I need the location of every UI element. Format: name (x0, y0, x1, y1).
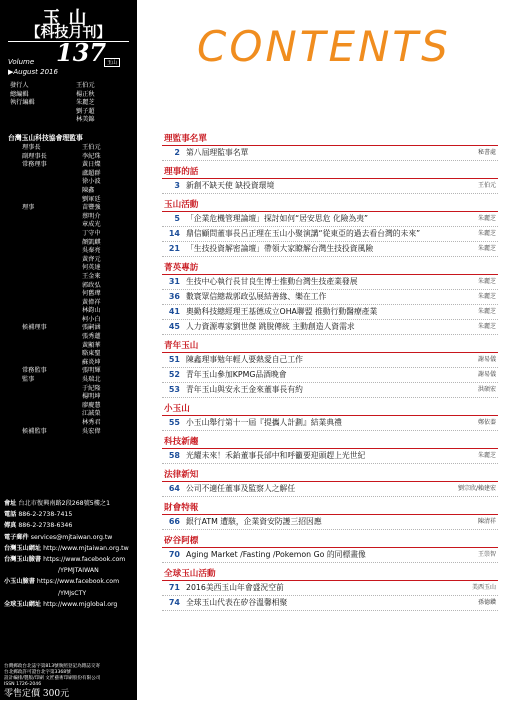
credit-name: 楊正秋 (76, 90, 95, 98)
entry-page-number: 2 (174, 148, 180, 157)
board-name: 吳瑞北 (82, 376, 101, 384)
board-role: 副理事長 (22, 152, 47, 160)
credit-row (0, 82, 137, 91)
toc-entry[interactable] (162, 449, 498, 464)
contents-heading: CONTENTS (197, 22, 451, 71)
toc-section (162, 199, 498, 257)
entry-title: 第八屆理監事名單 (186, 148, 249, 157)
board-name: 李紀珠 (82, 152, 101, 160)
masthead-sidebar (0, 0, 137, 711)
price-row (4, 688, 75, 700)
entry-page-number: 53 (168, 385, 180, 394)
entry-page-number: 31 (168, 277, 180, 286)
entry-author: 朱麗芝 (477, 278, 496, 285)
board-name: 何舊瑋 (82, 290, 101, 298)
board-name: 黃偉祥 (82, 298, 101, 306)
board-member-row (0, 307, 137, 316)
fine-print-line: 台北郵政許可證台北字第3368號 (4, 670, 71, 675)
board-member-row (0, 178, 137, 187)
entry-author: 朱麗芝 (477, 230, 496, 237)
board-name: 吳宏偉 (82, 427, 101, 435)
issue-number: 137 (56, 38, 107, 67)
board-member-row (0, 428, 137, 437)
board-name: 林秀君 (82, 419, 101, 426)
entry-page-number: 51 (168, 355, 180, 364)
toc-entry[interactable] (162, 368, 498, 383)
board-member-row (0, 419, 137, 428)
board-name: 黃顯華 (82, 341, 101, 349)
entry-title: 奧勤科技總經理王基德成立OHA聯盟 推動行動醫療產業 (186, 307, 378, 316)
entry-page-number: 36 (168, 292, 180, 301)
email-link[interactable]: services@mjtaiwan.org.tw (30, 533, 113, 541)
fine-print-line: 設計編排/製版/印刷 文匠藝術印刷股份有限公司 (4, 676, 101, 681)
entry-title: 陳鑫理事勉年輕人要熱愛自己工作 (186, 355, 303, 364)
board-member-row (0, 299, 137, 308)
board-member-row (0, 230, 137, 239)
entry-title: 生技中心執行長甘良生博士推動台灣生技產業發展 (186, 277, 358, 286)
entry-title: 新創不缺天使 缺投資環境 (186, 181, 275, 190)
entry-author: 謝易儀 (477, 371, 496, 378)
entry-author: 鄭依蓁 (477, 419, 496, 426)
toc-section (162, 535, 498, 563)
entry-author: 朱麗芝 (477, 452, 496, 459)
toc-entry[interactable] (162, 581, 498, 596)
toc-section (162, 133, 498, 161)
entry-title: Aging Market /Fasting /Pokemon Go 的同標畫像 (186, 550, 366, 559)
credit-name: 王伯元 (76, 82, 95, 89)
board-name: 吳秦亮 (82, 247, 101, 255)
entry-title: 鼎信顧問董事長呂正理在玉山小聚演講“從東亞的過去看台灣的未來” (186, 229, 421, 238)
entry-title: 數寰眾信總裁郭政弘展結善緣、樂在工作 (186, 292, 327, 301)
credit-name: 劉子超 (76, 107, 95, 115)
entry-author: 秘書處 (477, 149, 496, 156)
board-name: 黃齊元 (82, 255, 101, 263)
board-member-row (0, 264, 137, 273)
entry-page-number: 41 (168, 307, 180, 316)
board-member-row (0, 376, 137, 385)
board-name: 張秀蓮 (82, 333, 101, 341)
board-member-row (0, 170, 137, 179)
entry-author: 朱麗芝 (477, 245, 496, 252)
entry-title: 青年玉山參加KPMG品酒晚會 (186, 370, 287, 379)
website-link[interactable]: http://www.mjtaiwan.org.tw (43, 544, 129, 552)
board-role: 常務監事 (22, 367, 47, 375)
phone-row: 電話 886-2-2738-7415 (4, 511, 73, 519)
board-name: 丁守中 (82, 229, 101, 237)
toc-entry[interactable] (162, 275, 498, 290)
entry-page-number: 70 (168, 550, 180, 559)
board-member-row (0, 213, 137, 222)
credit-name: 林美錦 (76, 116, 95, 124)
contact-info (4, 498, 136, 610)
board-member-row (0, 187, 137, 196)
small-facebook-row: 小玉山臉書 https://www.facebook.com (4, 578, 120, 586)
toc-section (162, 340, 498, 398)
board-name: 楊明坤 (82, 393, 101, 401)
toc-entry[interactable] (162, 320, 498, 335)
credit-row (0, 99, 137, 108)
board-member-row (0, 196, 137, 205)
toc-entry[interactable] (162, 353, 498, 368)
small-facebook-link[interactable]: https://www.facebook.com (36, 578, 120, 586)
board-name: 顏凱麒 (82, 238, 101, 246)
entry-page-number: 14 (168, 229, 180, 238)
section-title: 菁英專訪 (162, 262, 498, 275)
price-label: 零售定價 (4, 689, 41, 699)
entry-title: 2016美西玉山年會盛況空前 (186, 583, 284, 592)
toc-entry[interactable] (162, 482, 498, 497)
board-name: 何英達 (82, 264, 101, 272)
entry-author: 朱麗芝 (477, 293, 496, 300)
global-site-row: 全球玉山網址 http://www.mjglobal.org (4, 600, 118, 608)
yushan-logo: 玉山 (104, 58, 120, 67)
entry-page-number: 3 (174, 181, 180, 190)
toc-entry[interactable] (162, 596, 498, 611)
small-facebook-path: /YMJsCTY (58, 589, 87, 597)
entry-author: 洪碩宏 (477, 386, 496, 393)
toc-entry[interactable] (162, 290, 498, 305)
entry-page-number: 52 (168, 370, 180, 379)
toc-entry[interactable] (162, 179, 498, 194)
entry-page-number: 21 (168, 244, 180, 253)
board-member-row (0, 333, 137, 342)
board-name: 蘇炎坤 (82, 358, 101, 366)
board-name: 林鈞山 (82, 307, 101, 315)
entry-page-number: 64 (168, 484, 180, 493)
editorial-credits (0, 82, 137, 125)
board-name: 駱東聖 (82, 350, 101, 358)
publication-fine-print (4, 664, 136, 688)
board-member-row (0, 402, 137, 411)
global-site-link[interactable]: http://www.mjglobal.org (43, 600, 118, 608)
board-member-row (0, 221, 137, 230)
board-name: 張明輝 (82, 367, 101, 375)
board-name: 江誠榮 (82, 410, 101, 418)
entry-author: 陳清祥 (477, 518, 496, 525)
board-name: 王金來 (82, 272, 101, 280)
board-member-row (0, 316, 137, 325)
board-member-row (0, 282, 137, 291)
board-role: 候補理事 (22, 324, 47, 332)
issue-date: ▶August 2016 (8, 68, 58, 76)
board-member-row (0, 350, 137, 359)
entry-page-number: 66 (168, 517, 180, 526)
board-member-row (0, 239, 137, 248)
board-name: 苗豐強 (82, 204, 101, 212)
toc-section (162, 403, 498, 431)
entry-title: 人力資源專家劉世傑 跳脫傳統 主動創造人資需求 (186, 322, 355, 331)
toc-section (162, 436, 498, 464)
section-title: 財會特報 (162, 502, 498, 515)
board-name: 于紀隆 (82, 384, 101, 392)
entry-title: 「企業危機管理論壇」探討如何“居安思危 化險為夷” (186, 214, 369, 223)
board-name: 章成光 (82, 221, 101, 229)
entry-title: 青年玉山與安永王金來董事長有約 (186, 385, 303, 394)
website-row: 台灣玉山網址 http://www.mjtaiwan.org.tw (4, 544, 129, 552)
board-member-row (0, 144, 137, 153)
section-title: 玉山活動 (162, 199, 498, 212)
toc-entry[interactable] (162, 305, 498, 320)
credit-role: 發行人 (10, 82, 29, 89)
board-member-row (0, 342, 137, 351)
board-member-row (0, 290, 137, 299)
board-member-row (0, 273, 137, 282)
board-name: 徐小波 (82, 178, 101, 186)
board-member-row (0, 204, 137, 213)
issue-date-text: August 2016 (13, 68, 58, 76)
association-title: 台灣玉山科技協會理監事 (8, 134, 83, 142)
section-title: 矽谷阿標 (162, 535, 498, 548)
toc-entry[interactable] (162, 416, 498, 431)
entry-author: 朱麗芝 (477, 215, 496, 222)
board-member-row (0, 393, 137, 402)
entry-author: 朱麗芝 (477, 323, 496, 330)
entry-page-number: 58 (168, 451, 180, 460)
entry-title: 小玉山舉行第十一屆『提攜人計劃』結業典禮 (186, 418, 342, 427)
section-title: 法律新知 (162, 469, 498, 482)
entry-title: 公司不適任董事及監察人之解任 (186, 484, 296, 493)
entry-page-number: 74 (168, 598, 180, 607)
board-member-row (0, 367, 137, 376)
board-member-row (0, 359, 137, 368)
board-role: 監事 (22, 376, 35, 384)
entry-author: 謝易儀 (477, 356, 496, 363)
facebook-link[interactable]: https://www.facebook.com (43, 556, 126, 564)
board-role: 理事長 (22, 144, 41, 151)
email-row: 電子郵件 services@mjtaiwan.org.tw (4, 533, 113, 541)
board-member-row (0, 385, 137, 394)
entry-author: 王伯元 (477, 182, 496, 189)
entry-page-number: 55 (168, 418, 180, 427)
volume-label: Volume (8, 58, 35, 66)
toc-entry[interactable] (162, 383, 498, 398)
board-member-row (0, 410, 137, 419)
toc-section (162, 262, 498, 335)
credit-role: 執行編輯 (10, 99, 35, 107)
fine-print-line: 台灣郵政台北誌字第813號執照登記為雜誌交寄 (4, 664, 101, 669)
credit-row (0, 108, 137, 117)
price-label: 一年優惠 (4, 701, 41, 711)
toc-entry[interactable] (162, 548, 498, 563)
board-name: 蔡明介 (82, 212, 101, 220)
entry-page-number: 5 (174, 214, 180, 223)
board-name: 陳鑫 (82, 186, 95, 194)
board-member-row (0, 161, 137, 170)
fine-print-line: ISSN 1726-2046 (4, 682, 42, 687)
toc-entry[interactable] (162, 146, 498, 161)
entry-title: 光耀未來！禾鈶董事長邰中和呼籲要迎頭趕上光世紀 (186, 451, 366, 460)
entry-author: 孫德鑽 (477, 599, 496, 606)
fax-row: 傳真 886-2-2738-6346 (4, 522, 73, 530)
board-name: 柯小白 (82, 315, 101, 323)
entry-title: 銀行ATM 遭駭，企業資安防護三招因應 (186, 517, 322, 526)
credit-row (0, 116, 137, 125)
board-name: 黃日燦 (82, 161, 101, 169)
toc-entry[interactable] (162, 212, 498, 227)
toc-section (162, 568, 498, 611)
price-value: 1500元 (42, 701, 75, 711)
price-value: 300元 (42, 689, 70, 699)
board-name: 劉軍廷 (82, 195, 101, 203)
board-member-row (0, 324, 137, 333)
board-members (0, 144, 137, 436)
credit-role: 總編輯 (10, 90, 29, 98)
board-role: 理事 (22, 204, 35, 212)
magazine-title: 玉山 (42, 8, 95, 29)
toc-entry[interactable] (162, 242, 498, 257)
section-title: 科技新趨 (162, 436, 498, 449)
price-info (4, 688, 75, 712)
section-title: 理監事名單 (162, 133, 498, 146)
section-title: 青年玉山 (162, 340, 498, 353)
entry-author: 美西玉山 (471, 584, 496, 591)
price-row (4, 700, 75, 712)
address-row: 會址 台北市復興南路2段268號5樓之1 (4, 500, 111, 507)
section-title: 全球玉山活動 (162, 568, 498, 581)
toc-section (162, 166, 498, 194)
toc-section (162, 469, 498, 497)
entry-title: 「生技投資解密論壇」帶領大家瞭解台灣生技投資風險 (186, 244, 374, 253)
toc-entry[interactable] (162, 227, 498, 242)
entry-title: 全球玉山代表在矽谷溫馨相聚 (186, 598, 288, 607)
board-member-row (0, 153, 137, 162)
section-title: 小玉山 (162, 403, 498, 416)
entry-page-number: 45 (168, 322, 180, 331)
board-member-row (0, 247, 137, 256)
toc-entry[interactable] (162, 515, 498, 530)
entry-author: 王崇智 (477, 551, 496, 558)
facebook-row: 台灣玉山臉書 https://www.facebook.com (4, 556, 126, 564)
entry-author: 朱麗芝 (477, 308, 496, 315)
board-name: 郭政弘 (82, 281, 101, 289)
magazine-subtitle: 【科技月刊】 (26, 25, 111, 41)
board-name: 盧超群 (82, 169, 101, 177)
board-member-row (0, 256, 137, 265)
board-role: 候補監事 (22, 427, 47, 435)
toc-section (162, 502, 498, 530)
board-name: 廖慶慧 (82, 401, 101, 409)
facebook-path: /YPMJTAIWAN (58, 567, 99, 575)
board-name: 王伯元 (82, 144, 101, 151)
entry-page-number: 71 (168, 583, 180, 592)
entry-author: 劉宗欣/賴建宏 (457, 485, 496, 492)
section-title: 理事的話 (162, 166, 498, 179)
board-role: 常務理事 (22, 161, 47, 169)
table-of-contents (162, 133, 498, 616)
credit-row (0, 91, 137, 100)
board-name: 張嗣涵 (82, 324, 101, 332)
credit-name: 朱麗芝 (76, 99, 95, 107)
